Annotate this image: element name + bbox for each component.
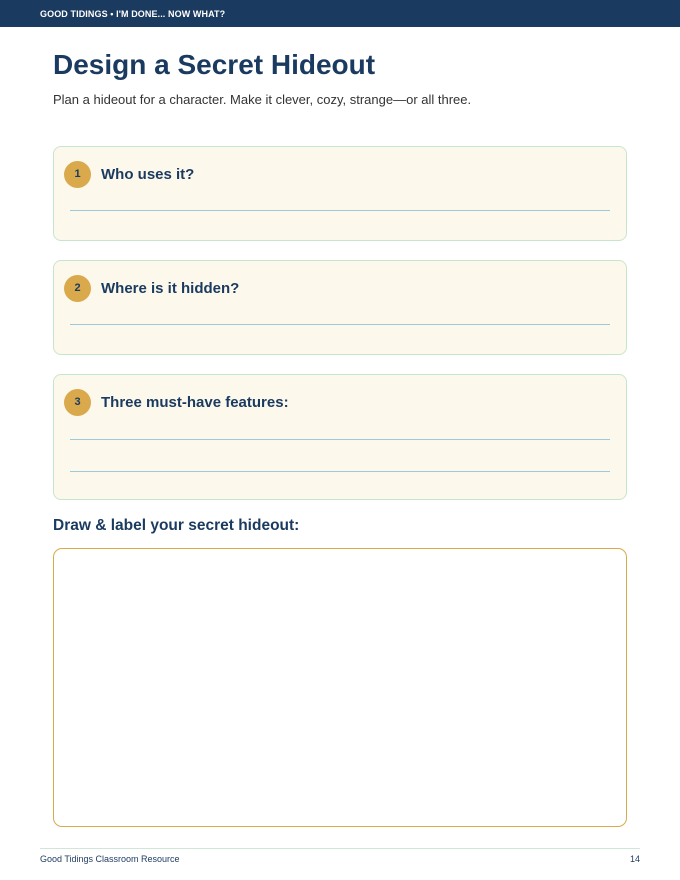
answer-line[interactable]	[70, 210, 610, 211]
question-number-badge: 2	[64, 275, 91, 302]
header-banner: GOOD TIDINGS • I'M DONE... NOW WHAT?	[0, 0, 680, 27]
page-title: Design a Secret Hideout	[53, 49, 376, 80]
question-number-badge: 3	[64, 389, 91, 416]
answer-line-2[interactable]	[70, 471, 610, 472]
drawing-area[interactable]	[53, 548, 627, 827]
page-number: 14	[629, 854, 640, 864]
drawing-prompt: Draw & label your secret hideout:	[53, 517, 300, 534]
question-card-2	[53, 260, 627, 355]
question-number-badge: 1	[64, 161, 91, 188]
page-subtitle: Plan a hideout for a character. Make it clever, cozy, strange—or all three.	[53, 92, 472, 107]
question-card-3	[53, 374, 627, 500]
footer-credit: Good Tidings Classroom Resource	[40, 854, 180, 864]
question-card-1	[53, 146, 627, 241]
question-label: Three must-have features:	[101, 394, 289, 411]
question-label: Who uses it?	[101, 166, 195, 183]
answer-line[interactable]	[70, 324, 610, 325]
footer-divider	[40, 848, 640, 849]
answer-line-1[interactable]	[70, 439, 610, 440]
question-label: Where is it hidden?	[101, 280, 240, 297]
